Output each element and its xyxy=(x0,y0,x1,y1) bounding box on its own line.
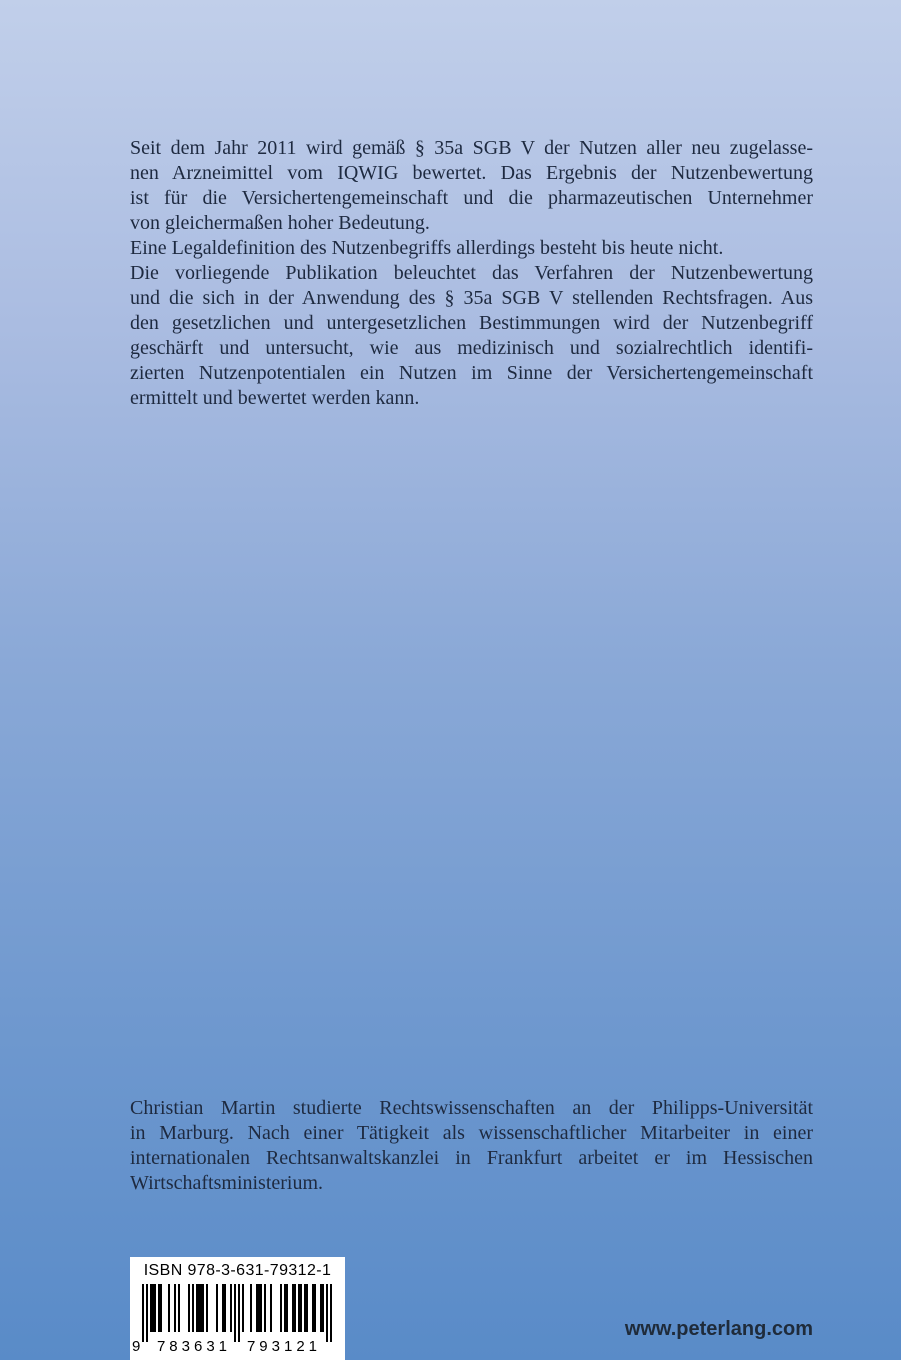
blurb xyxy=(130,136,813,411)
text-line: und die sich in der Anwendung des § 35a SGB V stellenden Rechtsfragen. Aus xyxy=(130,287,813,309)
text-line: Eine Legaldefinition des Nutzenbegriffs allerdings besteht bis heute nicht. xyxy=(130,237,724,259)
text-line: den gesetzlichen und untergesetzlichen Bestimmungen wird der Nutzenbegriff xyxy=(130,312,813,334)
text-line: in Marburg. Nach einer Tätigkeit als wissenschaftlicher Mitarbeiter in einer xyxy=(130,1122,813,1144)
text-line: Die vorliegende Publikation beleuchtet das Verfahren der Nutzenbewertung xyxy=(130,262,813,284)
barcode-digit-first: 9 xyxy=(132,1338,141,1355)
website-url: www.peterlang.com xyxy=(624,1318,813,1340)
text-line: Seit dem Jahr 2011 wird gemäß § 35a SGB V der Nutzen aller neu zugelasse- xyxy=(130,137,813,159)
text-line: ermittelt und bewertet werden kann. xyxy=(130,387,420,409)
barcode-digits-right: 793121 xyxy=(246,1338,322,1355)
text-line: Christian Martin studierte Rechtswissenschaften an der Philipps-Universität xyxy=(130,1097,813,1119)
isbn-panel xyxy=(130,1257,345,1360)
barcode-digits-left: 783631 xyxy=(156,1338,232,1355)
text-line: nen Arzneimittel vom IQWIG bewertet. Das Ergebnis der Nutzenbewertung xyxy=(130,162,813,184)
text-line: geschärft und untersucht, wie aus medizinisch und sozialrechtlich identifi- xyxy=(130,337,813,359)
text-line: ist für die Versichertengemeinschaft und die pharmazeutischen Unternehmer xyxy=(130,187,813,209)
text-line: zierten Nutzenpotentialen ein Nutzen im Sinne der Versichertengemeinschaft xyxy=(130,362,813,384)
isbn-label: ISBN 978-3-631-79312-1 xyxy=(143,1262,332,1279)
text-line: internationalen Rechtsanwaltskanzlei in Frankfurt arbeitet er im Hessischen xyxy=(130,1147,813,1169)
ean-barcode xyxy=(142,1284,332,1342)
author-bio xyxy=(130,1096,813,1196)
text-line: von gleichermaßen hoher Bedeutung. xyxy=(130,212,430,234)
text-line: Wirtschaftsministerium. xyxy=(130,1172,324,1194)
